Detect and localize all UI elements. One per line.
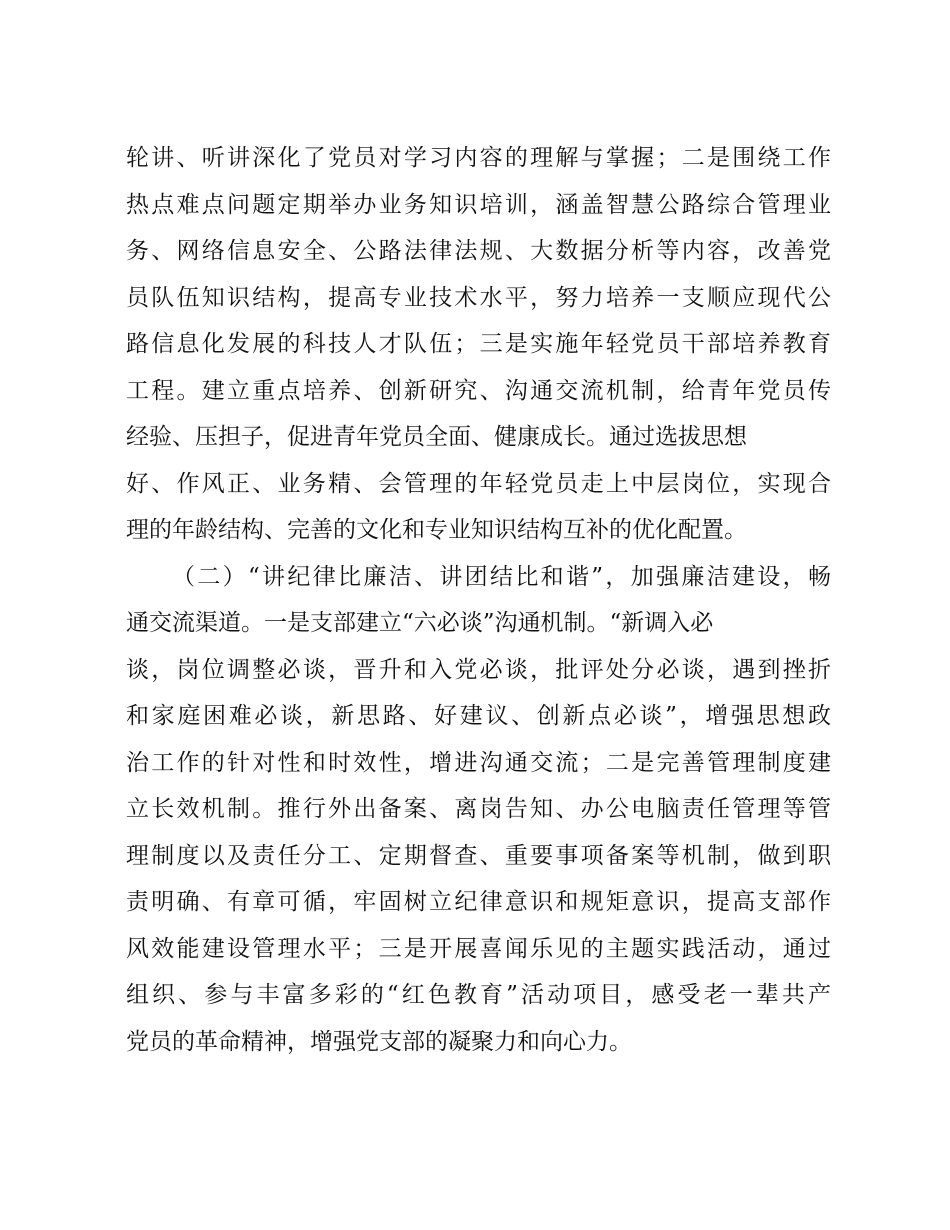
text-line: 员队伍知识结构，提高专业技术水平，努力培养一支顺应现代公 [126, 284, 831, 311]
text-line: 治工作的针对性和时效性，增进沟通交流；二是完善管理制度建 [126, 749, 831, 776]
text-line: 理制度以及责任分工、定期督查、重要事项备案等机制，做到职 [126, 842, 831, 869]
paragraph-end-line: 理的年龄结构、完善的文化和专业知识结构互补的优化配置。 [126, 517, 747, 543]
text-line: 和家庭困难必谈，新思路、好建议、创新点必谈”，增强思想政 [126, 703, 831, 729]
text-line: 责明确、有章可循，牢固树立纪律意识和规矩意识，提高支部作 [126, 889, 831, 915]
text-line: 组织、参与丰富多彩的“红色教育”活动项目，感受老一辈共产 [126, 982, 831, 1008]
text-line: 经验、压担子，促进青年党员全面、健康成长。通过选拔思想 [126, 424, 747, 450]
section-heading-line: （二）“讲纪律比廉洁、讲团结比和谐”，加强廉洁建设，畅 [172, 563, 831, 590]
text-line: 立长效机制。推行外出备案、离岗告知、办公电脑责任管理等管 [126, 796, 831, 822]
text-line: 风效能建设管理水平；三是开展喜闻乐见的主题实践活动，通过 [126, 935, 831, 962]
text-line: 热点难点问题定期举办业务知识培训，涵盖智慧公路综合管理业 [126, 191, 831, 218]
body-text [126, 135, 831, 1065]
text-line: 路信息化发展的科技人才队伍；三是实施年轻党员干部培养教育 [126, 331, 831, 357]
text-line: 通交流渠道。一是支部建立“六必谈”沟通机制。“新调入必 [126, 610, 714, 636]
text-line: 务、网络信息安全、公路法律法规、大数据分析等内容，改善党 [126, 238, 831, 264]
paragraph-end-line: 党员的革命精神，增强党支部的凝聚力和向心力。 [126, 1028, 632, 1055]
text-line: 轮讲、听讲深化了党员对学习内容的理解与掌握；二是围绕工作 [126, 145, 831, 171]
text-line: 好、作风正、业务精、会管理的年轻党员走上中层岗位，实现合 [126, 470, 831, 497]
text-line: 工程。建立重点培养、创新研究、沟通交流机制，给青年党员传 [126, 377, 831, 404]
text-line: 谈，岗位调整必谈，晋升和入党必谈，批评处分必谈，遇到挫折 [126, 656, 831, 683]
